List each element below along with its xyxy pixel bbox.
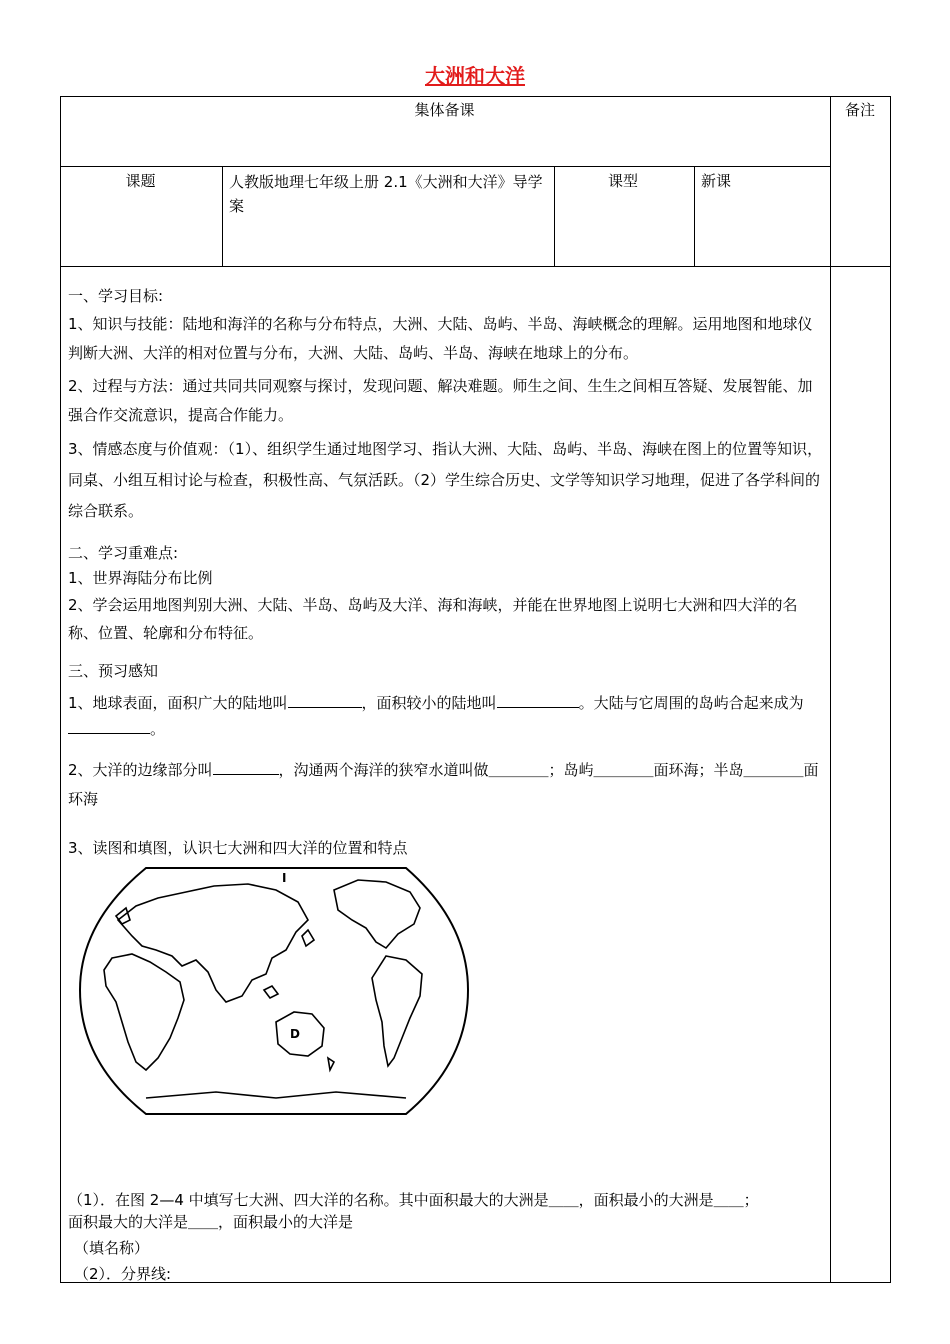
question-2: （2）．分界线: (74, 1265, 172, 1283)
section1-knowledge: 1、知识与技能：陆地和海洋的名称与分布特点，大洲、大陆、岛屿、半岛、海峡概念的理解。运用地图和地球仪判断大洲、大洋的相对位置与分布，大洲、大陆、岛屿、半岛、海峡在地球上的分布。 (68, 315, 813, 362)
collective-prep-label: 集体备课 (414, 101, 475, 119)
q2-text-a: 2、大洋的边缘部分叫 (68, 761, 213, 779)
q1-text-a: 1、地球表面，面积广大的陆地叫 (68, 694, 288, 712)
lesson-type-value: 新课 (701, 172, 732, 190)
preview-q2 (68, 756, 826, 814)
world-map (76, 862, 472, 1118)
section1-heading: 一、学习目标: (68, 287, 164, 305)
topic-label: 课题 (125, 172, 156, 190)
preview-q3: 3、读图和填图，认识七大洲和四大洋的位置和特点 (68, 839, 408, 857)
answer-blank[interactable] (68, 717, 150, 734)
q2-text-b: ，沟通两个海洋的狭窄水道叫做＿＿＿＿；岛屿＿＿＿＿面环海；半岛＿＿＿＿面环海 (68, 761, 819, 808)
question-1-line2: 面积最大的大洋是＿＿，面积最小的大洋是 (68, 1213, 354, 1231)
page-title: 大洲和大洋 (425, 64, 525, 88)
preview-q1 (68, 690, 826, 742)
lesson-type-label: 课型 (607, 172, 638, 190)
answer-blank[interactable] (213, 758, 279, 775)
remarks-label: 备注 (844, 101, 875, 119)
q1-text-d: 。 (150, 720, 166, 738)
section1-attitude: 3、情感态度与价值观：（1）、组织学生通过地图学习、指认大洲、大陆、岛屿、半岛、海峡在图上的位置等知识，同桌、小组互相讨论与检查，积极性高、气氛活跃。（2）学生综合历史、文学等知识学习地理，促进了各学科间的综合联系。 (68, 440, 823, 520)
map-label-i: I (282, 871, 287, 885)
answer-blank[interactable] (288, 691, 362, 708)
question-1-line1: （1）．在图 2—4 中填写七大洲、四大洋的名称。其中面积最大的大洲是＿＿，面积最小的大洲是＿＿； (68, 1191, 759, 1209)
answer-blank[interactable] (497, 691, 579, 708)
section1-process: 2、过程与方法：通过共同共同观察与探讨，发现问题、解决难题。师生之间、生生之间相互答疑、发展智能、加强合作交流意识，提高合作能力。 (68, 377, 813, 424)
section3-heading: 三、预习感知 (68, 662, 159, 680)
lesson-content (68, 284, 826, 863)
section2-item1: 1、世界海陆分布比例 (68, 569, 213, 587)
section2-heading: 二、学习重难点: (68, 544, 179, 562)
topic-value: 人教版地理七年级上册 2.1《大洲和大洋》导学案 (229, 173, 543, 215)
section2-item2: 2、学会运用地图判别大洲、大陆、半岛、岛屿及大洋、海和海峡，并能在世界地图上说明七大洲和四大洋的名称、位置、轮廓和分布特征。 (68, 596, 798, 642)
q1-text-c: 。大陆与它周围的岛屿合起来成为 (578, 694, 804, 712)
question-1-line3: （填名称） (74, 1239, 150, 1257)
q1-text-b: ，面积较小的陆地叫 (361, 694, 497, 712)
map-label-d: D (290, 1027, 300, 1041)
